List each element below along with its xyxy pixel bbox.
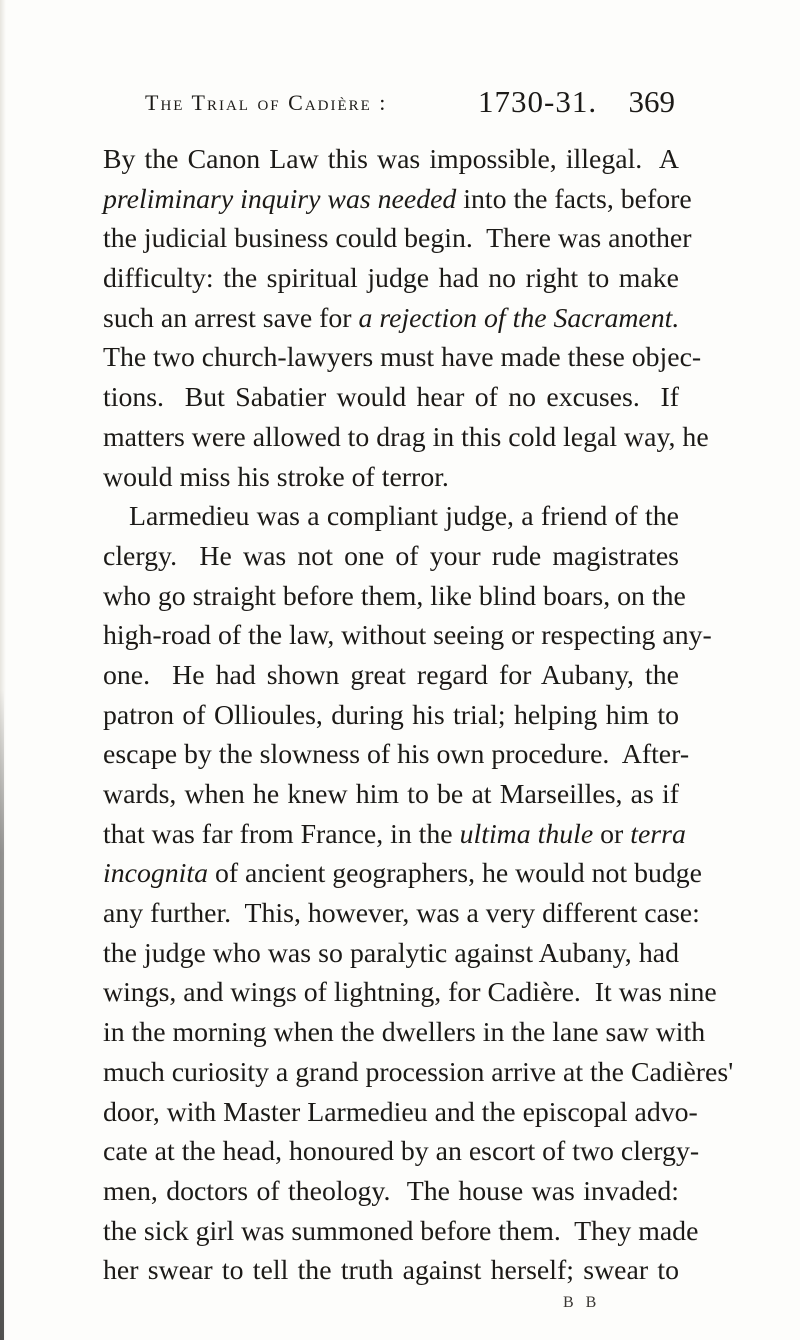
text-line bbox=[103, 854, 703, 894]
text-line bbox=[103, 735, 690, 775]
text-line bbox=[103, 815, 686, 855]
text-segment: that was far from France, in the bbox=[103, 818, 460, 850]
text-line bbox=[103, 378, 679, 418]
text-line bbox=[103, 1093, 698, 1133]
text-segment: wards, when he knew him to be at Marseilles, as if bbox=[103, 779, 679, 810]
text-line bbox=[103, 259, 679, 299]
text-segment: escape by the slowness of his own procedure. After- bbox=[103, 739, 690, 771]
page-number: 369 bbox=[628, 84, 675, 119]
text-line bbox=[103, 537, 679, 577]
text-segment: Larmedieu was a compliant judge, a friend of the bbox=[129, 501, 679, 533]
italic-phrase: incognita bbox=[103, 858, 208, 890]
running-title: The Trial of Cadière : bbox=[145, 90, 388, 115]
italic-phrase: terra bbox=[630, 818, 686, 850]
text-segment: matters were allowed to drag in this cold legal way, he bbox=[103, 421, 709, 453]
text-line bbox=[103, 616, 712, 656]
text-segment: much curiosity a grand procession arrive at the Cadières' bbox=[103, 1056, 734, 1088]
text-segment: who go straight before them, like blind boars, on the bbox=[103, 580, 686, 612]
text-segment: wings, and wings of lightning, for Cadière. It was nine bbox=[103, 977, 717, 1009]
body-text bbox=[103, 140, 734, 1291]
text-line bbox=[103, 1132, 700, 1172]
text-segment: would miss his stroke of terror. bbox=[103, 461, 449, 493]
text-segment: into the facts, before bbox=[456, 183, 692, 215]
text-line bbox=[103, 577, 686, 617]
italic-phrase: ultima thule bbox=[459, 818, 594, 850]
text-line bbox=[103, 1212, 699, 1252]
text-line bbox=[103, 338, 702, 378]
binding-edge-mark bbox=[0, 690, 4, 1340]
text-segment: difficulty: the spiritual judge had no right to make bbox=[103, 263, 679, 295]
text-segment: her swear to tell the truth against herself; swear to bbox=[103, 1255, 679, 1287]
text-line bbox=[103, 934, 679, 974]
text-line bbox=[103, 140, 679, 180]
text-line bbox=[103, 458, 679, 498]
text-line bbox=[103, 1172, 679, 1212]
text-segment: one. He had shown great regard for Aubany, the bbox=[103, 659, 679, 691]
text-line bbox=[103, 180, 692, 220]
text-segment: the sick girl was summoned before them. They made bbox=[103, 1215, 699, 1247]
text-segment: patron of Ollioules, during his trial; helping him to bbox=[103, 699, 679, 731]
text-line bbox=[103, 1251, 679, 1291]
text-segment: of ancient geographers, he would not budge bbox=[208, 858, 703, 890]
text-segment: the judicial business could begin. There was another bbox=[103, 223, 692, 255]
text-segment: the judge who was so paralytic against Aubany, had bbox=[103, 937, 679, 969]
text-segment: cate at the head, honoured by an escort of two clergy- bbox=[103, 1136, 700, 1168]
text-line bbox=[103, 1013, 706, 1053]
text-segment: any further. This, however, was a very different case: bbox=[103, 898, 700, 930]
text-segment: high-road of the law, without seeing or respecting any- bbox=[103, 620, 712, 652]
text-line bbox=[103, 1053, 734, 1093]
text-line bbox=[103, 894, 700, 934]
italic-phrase: preliminary inquiry was needed bbox=[103, 183, 457, 215]
running-header bbox=[145, 84, 675, 124]
text-line bbox=[103, 656, 679, 696]
text-line bbox=[103, 973, 717, 1013]
text-line bbox=[103, 775, 679, 815]
running-dates: 1730-31. bbox=[478, 84, 598, 119]
text-segment: clergy. He was not one of your rude magistrates bbox=[103, 540, 679, 572]
text-segment: or bbox=[593, 818, 631, 850]
text-line bbox=[103, 497, 679, 537]
italic-phrase: a rejection of the Sacrament. bbox=[358, 302, 680, 334]
text-segment: The two church-lawyers must have made these objec- bbox=[103, 342, 702, 374]
text-segment: By the Canon Law this was impossible, illegal. A bbox=[103, 144, 679, 175]
text-segment: in the morning when the dwellers in the lane saw with bbox=[103, 1017, 706, 1049]
signature-mark: B B bbox=[563, 1294, 601, 1311]
text-line bbox=[103, 219, 692, 259]
text-segment: such an arrest save for bbox=[103, 302, 359, 334]
text-segment: tions. But Sabatier would hear of no excuses. If bbox=[103, 382, 679, 414]
text-segment: door, with Master Larmedieu and the episcopal advo- bbox=[103, 1096, 698, 1128]
text-line bbox=[103, 299, 679, 339]
text-line bbox=[103, 696, 679, 736]
text-segment: men, doctors of theology. The house was invaded: bbox=[103, 1175, 679, 1207]
text-line bbox=[103, 418, 709, 458]
